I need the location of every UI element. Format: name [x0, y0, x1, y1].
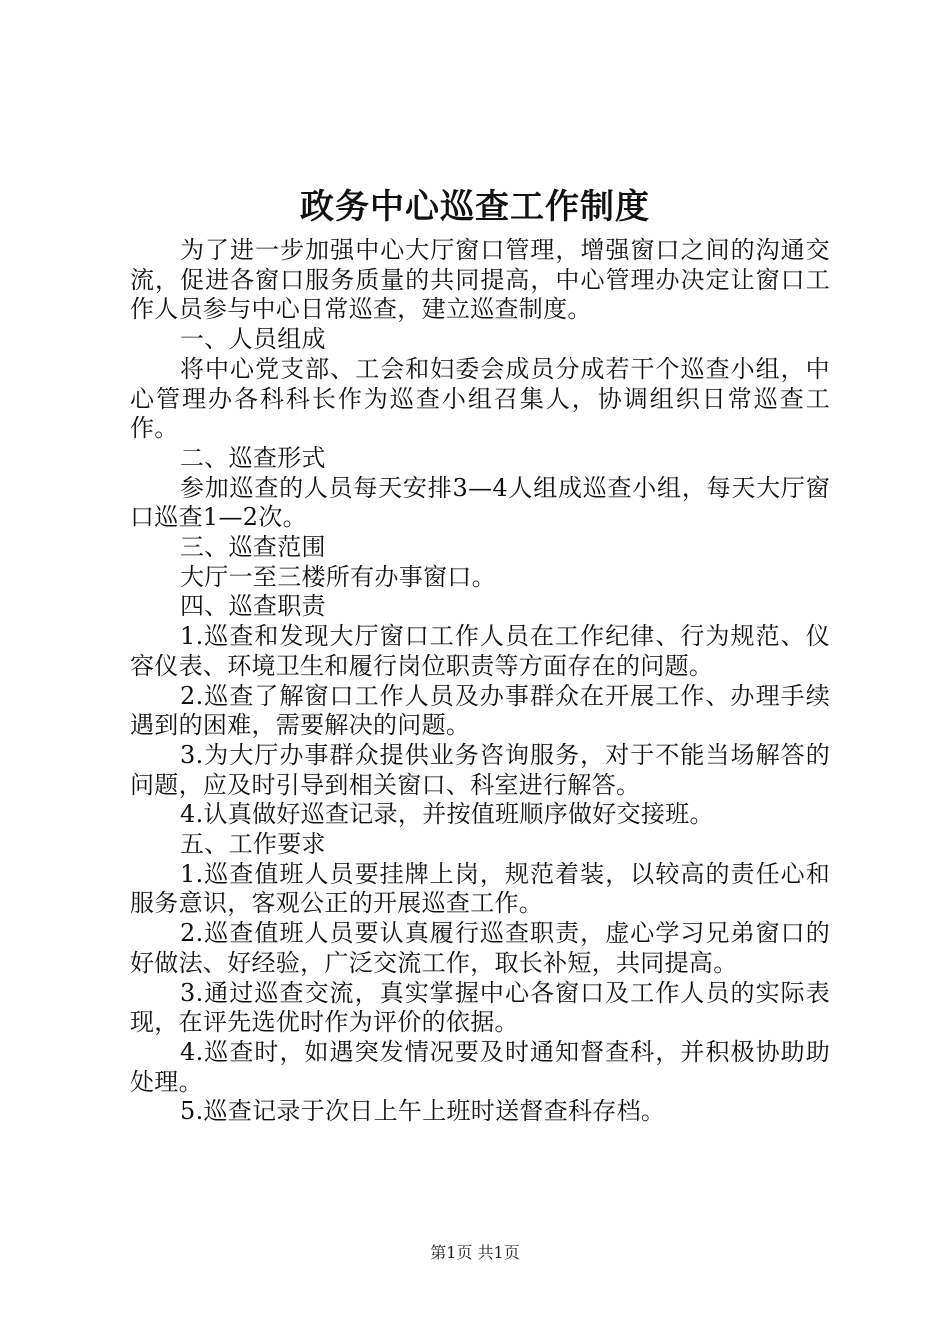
- paragraph-intro: 为了进一步加强中心大厅窗口管理，增强窗口之间的沟通交流，促进各窗口服务质量的共同提高，中心管理办决定让窗口工作人员参与中心日常巡查，建立巡查制度。: [130, 236, 830, 324]
- section-heading-scope: 三、巡查范围: [180, 533, 326, 562]
- page-footer: 第1页 共1页: [430, 1243, 520, 1262]
- document-title: 政务中心巡查工作制度: [300, 187, 650, 227]
- section-heading-duties: 四、巡查职责: [180, 592, 326, 621]
- section-heading-personnel: 一、人员组成: [180, 325, 326, 354]
- section-heading-form: 二、巡查形式: [180, 443, 326, 472]
- list-item-duty-2: 2.巡查了解窗口工作人员及办事群众在开展工作、办理手续遇到的困难，需要解决的问题。: [130, 681, 830, 740]
- section-heading-requirements: 五、工作要求: [180, 830, 326, 859]
- list-item-requirement-3: 3.通过巡查交流，真实掌握中心各窗口及工作人员的实际表现，在评先选优时作为评价的依据。: [130, 978, 830, 1037]
- list-item-duty-4: 4.认真做好巡查记录，并按值班顺序做好交接班。: [180, 800, 714, 829]
- document-body: [130, 236, 830, 1127]
- list-item-requirement-1: 1.巡查值班人员要挂牌上岗，规范着装，以较高的责任心和服务意识，客观公正的开展巡查工作。: [130, 859, 830, 918]
- paragraph-scope: 大厅一至三楼所有办事窗口。: [180, 562, 496, 591]
- list-item-requirement-4: 4.巡查时，如遇突发情况要及时通知督查科，并积极协助助处理。: [130, 1037, 830, 1096]
- paragraph-form: 参加巡查的人员每天安排3—4人组成巡查小组，每天大厅窗口巡查1—2次。: [130, 473, 830, 532]
- paragraph-personnel: 将中心党支部、工会和妇委会成员分成若干个巡查小组，中心管理办各科科长作为巡查小组召集人，协调组织日常巡查工作。: [130, 354, 830, 443]
- list-item-requirement-5: 5.巡查记录于次日上午上班时送督查科存档。: [180, 1097, 666, 1126]
- list-item-duty-3: 3.为大厅办事群众提供业务咨询服务，对于不能当场解答的问题，应及时引导到相关窗口、科室进行解答。: [130, 740, 830, 799]
- list-item-duty-1: 1.巡查和发现大厅窗口工作人员在工作纪律、行为规范、仪容仪表、环境卫生和履行岗位职责等方面存在的问题。: [130, 622, 830, 680]
- list-item-requirement-2: 2.巡查值班人员要认真履行巡查职责，虚心学习兄弟窗口的好做法、好经验，广泛交流工作，取长补短，共同提高。: [130, 919, 830, 977]
